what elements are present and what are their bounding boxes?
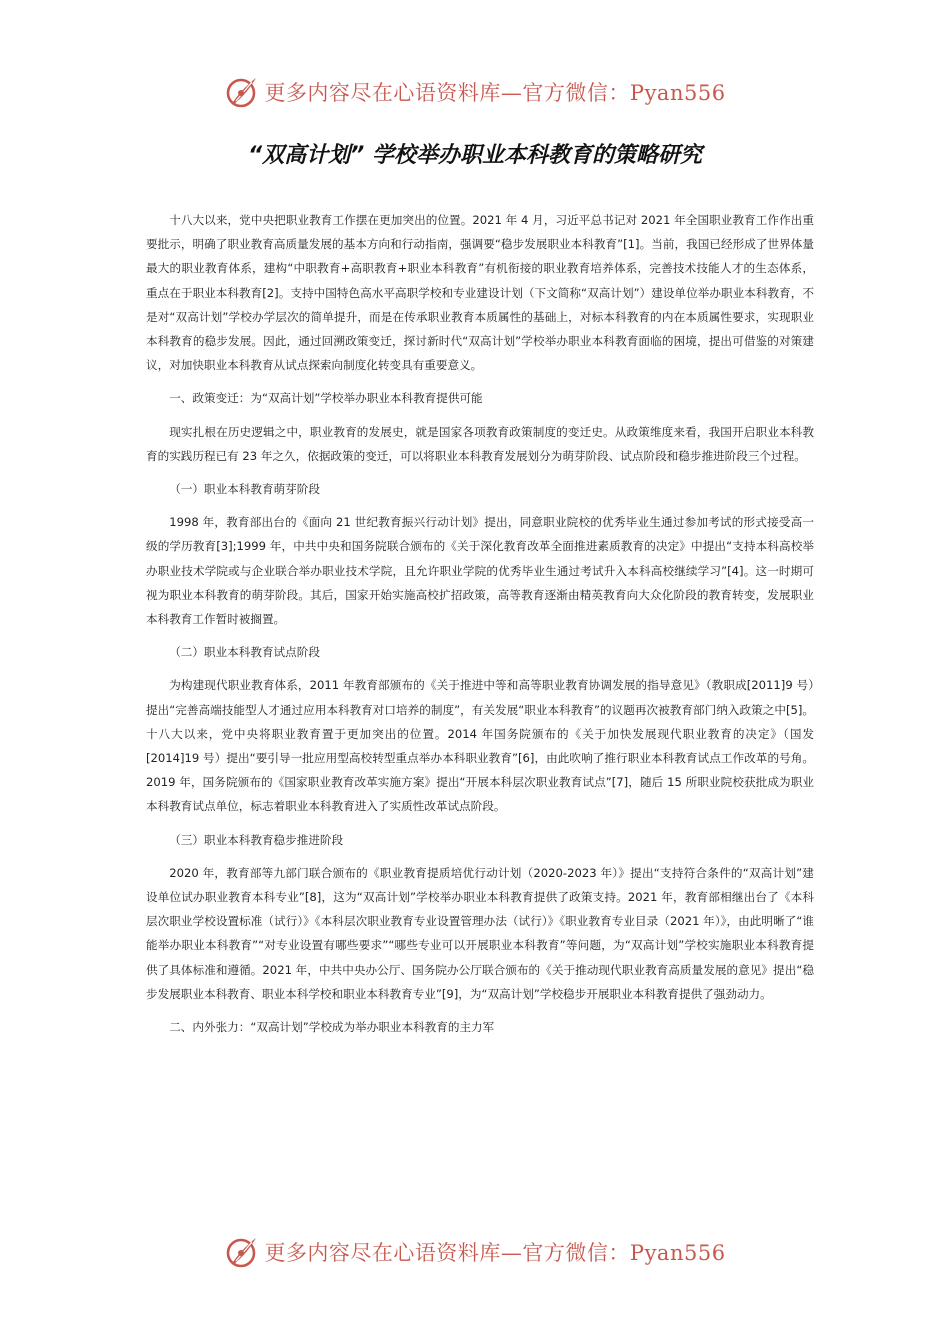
- subsection-heading: （二）职业本科教育试点阶段: [169, 645, 320, 660]
- paragraph: 十八大以来，党中央把职业教育工作摆在更加突出的位置。2021 年 4 月，习近平总书记对 2021 年全国职业教育工作作出重要批示，明确了职业教育高质量发展的基本方向和行动指南，强调要“稳步发展职业本科教育”[1]。当前，我国已经形成了世界体量最大的职业教育体系，建构“中职教育+高职教育+职业本科教育”有机衔接的职业教育培养体系，完善技术技能人才的生态体系，重点在于职业本科教育[2]。支持中国特色高水平高职学校和专业建设计划（下文简称“双高计划”）建设单位举办职业本科教育，不是对“双高计划”学校办学层次的简单提升，而是在传承职业教育本质属性的基础上，对标本科教育的内在本质属性要求，实现职业本科教育的稳步发展。因此，通过回溯政策变迁，探讨新时代“双高计划”学校举办职业本科教育面临的困境，提出可借鉴的对策建议，对加快职业本科教育从试点探索向制度化转变具有重要意义。: [146, 213, 814, 373]
- subsection-heading: （一）职业本科教育萌芽阶段: [169, 482, 320, 497]
- paragraph: 2020 年，教育部等九部门联合颁布的《职业教育提质培优行动计划（2020-2023 年）》提出“支持符合条件的“双高计划”建设单位试办职业教育本科专业”[8]，这为“双高计划”学校举办职业本科教育提供了政策支持。2021 年，教育部相继出台了《本科层次职业学校设置标准（试行）》《本科层次职业教育专业设置管理办法（试行）》《职业教育专业目录（2021 年）》，由此明晰了“谁能举办职业本科教育”“对专业设置有哪些要求”“哪些专业可以开展职业本科教育”等问题，为“双高计划”学校实施职业本科教育提供了具体标准和遵循。2021 年，中共中央办公厅、国务院办公厅联合颁布的《关于推动现代职业教育高质量发展的意见》提出“稳步发展职业本科教育、职业本科学校和职业本科教育专业”[9]，为“双高计划”学校稳步开展职业本科教育提供了强劲动力。: [146, 865, 814, 1001]
- subsection-heading: （三）职业本科教育稳步推进阶段: [169, 832, 344, 847]
- red-feather-seal-icon: [224, 74, 260, 110]
- document-title: “双高计划” 学校举办职业本科教育的策略研究: [248, 143, 702, 168]
- document-body: [146, 208, 814, 1048]
- footer-banner-text: 更多内容尽在心语资料库—官方微信：Pyan556: [264, 1241, 726, 1265]
- section-heading: 一、政策变迁：为“双高计划”学校举办职业本科教育提供可能: [169, 391, 483, 406]
- red-feather-seal-icon: [224, 1234, 260, 1270]
- paragraph: 为构建现代职业教育体系，2011 年教育部颁布的《关于推进中等和高等职业教育协调发展的指导意见》（教职成[2011]9 号）提出“完善高端技能型人才通过应用本科教育对口培养的制度”，有关发展“职业本科教育”的议题再次被教育部门纳入政策之中[5]。十八大以来，党中央将职业教育置于更加突出的位置。2014 年国务院颁布的《关于加快发展现代职业教育的决定》（国发[2014]19 号）提出“要引导一批应用型高校转型重点举办本科职业教育”[6]，由此吹响了推行职业本科教育试点工作改革的号角。2019 年，国务院颁布的《国家职业教育改革实施方案》提出“开展本科层次职业教育试点”[7]，随后 15 所职业院校获批成为职业本科教育试点单位，标志着职业本科教育进入了实质性改革试点阶段。: [146, 678, 814, 814]
- footer-banner: [0, 1232, 950, 1272]
- section-heading: 二、内外张力：“双高计划”学校成为举办职业本科教育的主力军: [169, 1020, 495, 1035]
- paragraph: 现实扎根在历史逻辑之中，职业教育的发展史，就是国家各项教育政策制度的变迁史。从政策维度来看，我国开启职业本科教育的实践历程已有 23 年之久，依据政策的变迁，可以将职业本科教育发展划分为萌芽阶段、试点阶段和稳步推进阶段三个过程。: [146, 424, 814, 463]
- paragraph: 1998 年，教育部出台的《面向 21 世纪教育振兴行动计划》提出，同意职业院校的优秀毕业生通过参加考试的形式接受高一级的学历教育[3];1999 年，中共中央和国务院联合颁布的《关于深化教育改革全面推进素质教育的决定》中提出“支持本科高校举办职业技术学院或与企业联合举办职业技术学院，且允许职业学院的优秀毕业生通过考试升入本科高校继续学习”[4]。这一时期可视为职业本科教育的萌芽阶段。其后，国家开始实施高校扩招政策，高等教育逐渐由精英教育向大众化阶段的教育转变，发展职业本科教育工作暂时被搁置。: [146, 515, 814, 627]
- header-banner-text: 更多内容尽在心语资料库—官方微信：Pyan556: [264, 81, 726, 105]
- header-banner: [0, 72, 950, 112]
